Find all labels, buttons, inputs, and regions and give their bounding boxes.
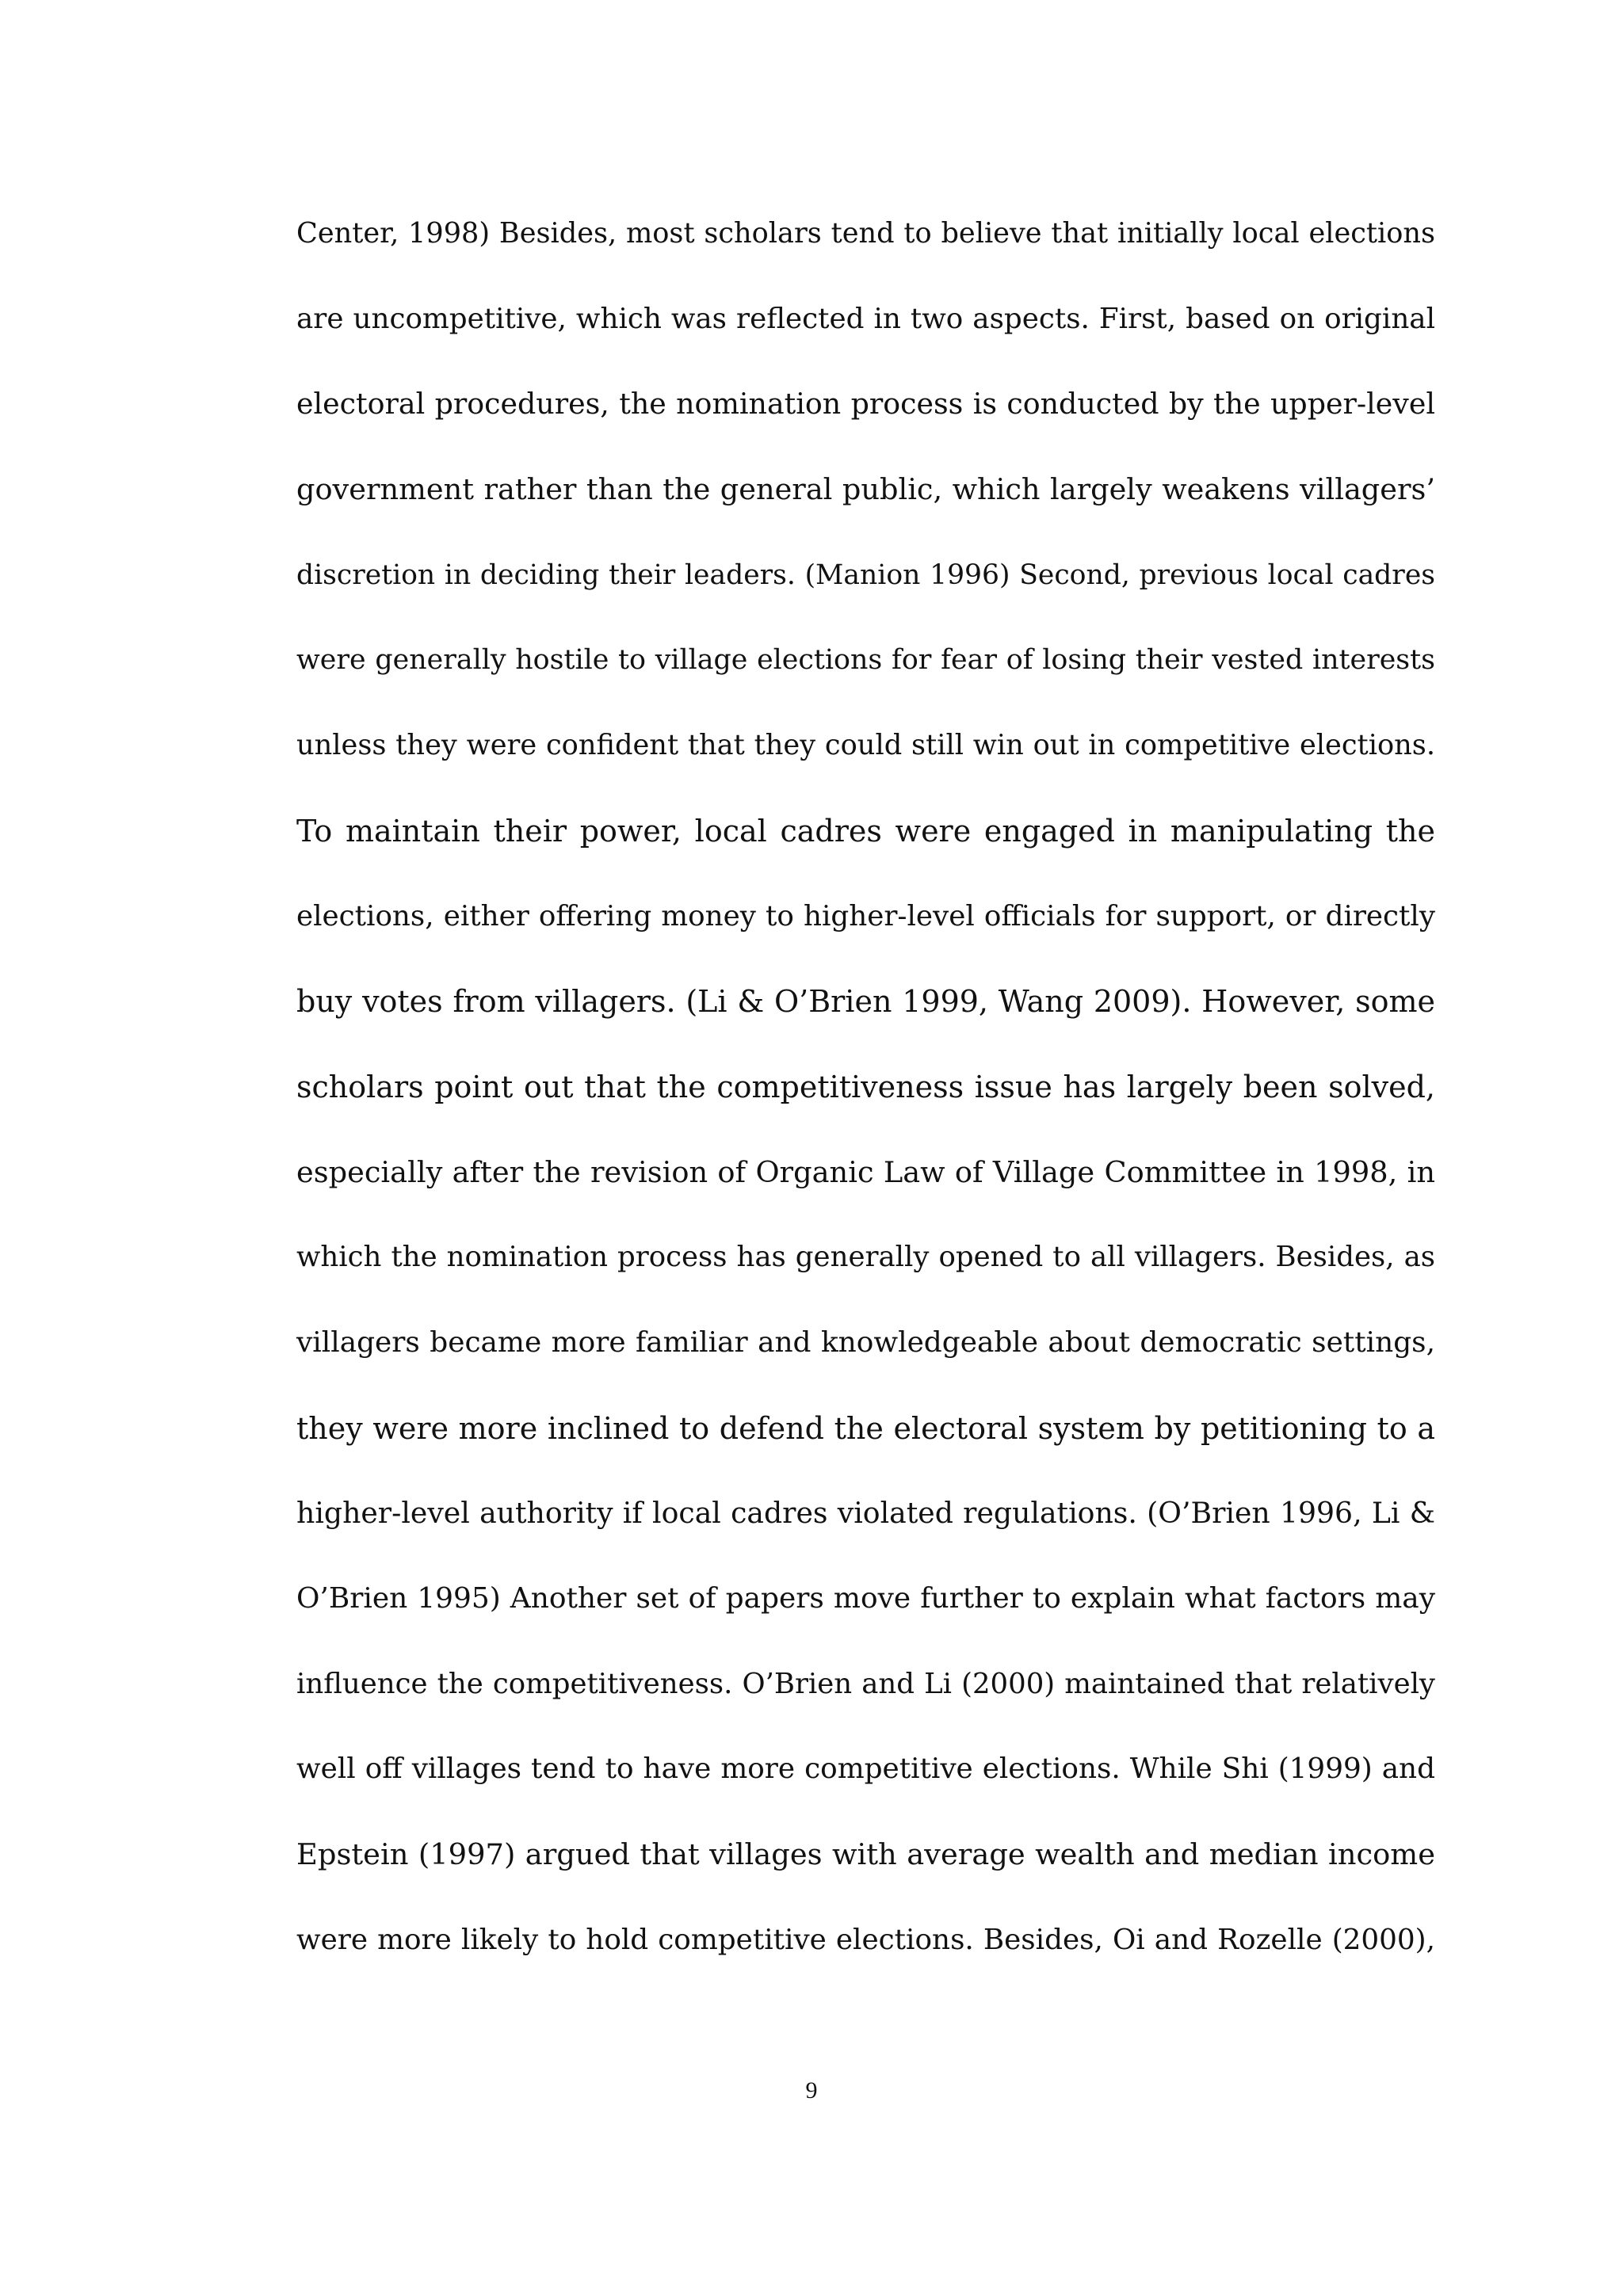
text-line: influence the competitiveness. O’Brien and Li (2000) maintained that relatively [296, 1667, 1435, 1700]
text-line: government rather than the general public, which largely weakens villagers’ [296, 472, 1435, 507]
text-line: elections, either offering money to higher-level officials for support, or directly [296, 899, 1435, 933]
text-line: were more likely to hold competitive elections. Besides, Oi and Rozelle (2000), [296, 1923, 1435, 1956]
text-line: electoral procedures, the nomination process is conducted by the upper-level [296, 387, 1435, 421]
text-line: scholars point out that the competitiveness issue has largely been solved, [296, 1069, 1435, 1104]
text-line: especially after the revision of Organic Law of Village Committee in 1998, in [296, 1154, 1435, 1189]
text-line: higher-level authority if local cadres violated regulations. (O’Brien 1996, Li & [296, 1496, 1435, 1531]
page-number: 9 [805, 2077, 818, 2103]
text-line: were generally hostile to village elections for fear of losing their vested interests [296, 644, 1435, 677]
text-line: To maintain their power, local cadres were engaged in manipulating the [296, 813, 1435, 849]
text-line: discretion in deciding their leaders. (Manion 1996) Second, previous local cadres [296, 559, 1435, 591]
text-line: are uncompetitive, which was reflected in two aspects. First, based on original [296, 302, 1435, 335]
text-line: well off villages tend to have more competitive elections. While Shi (1999) and [296, 1753, 1435, 1786]
text-line: O’Brien 1995) Another set of papers move further to explain what factors may [296, 1582, 1435, 1615]
text-line: Center, 1998) Besides, most scholars tend to believe that initially local elections [296, 217, 1435, 250]
text-line: they were more inclined to defend the electoral system by petitioning to a [296, 1410, 1435, 1446]
text-line: villagers became more familiar and knowledgeable about democratic settings, [296, 1325, 1435, 1359]
text-line: which the nomination process has generally opened to all villagers. Besides, as [296, 1241, 1435, 1274]
text-line: Epstein (1997) argued that villages with average wealth and median income [296, 1837, 1435, 1872]
text-line: unless they were confident that they could still win out in competitive elections. [296, 729, 1435, 762]
body-paragraph [296, 210, 1435, 2001]
text-line: buy votes from villagers. (Li & O’Brien 1999, Wang 2009). However, some [296, 984, 1435, 1020]
